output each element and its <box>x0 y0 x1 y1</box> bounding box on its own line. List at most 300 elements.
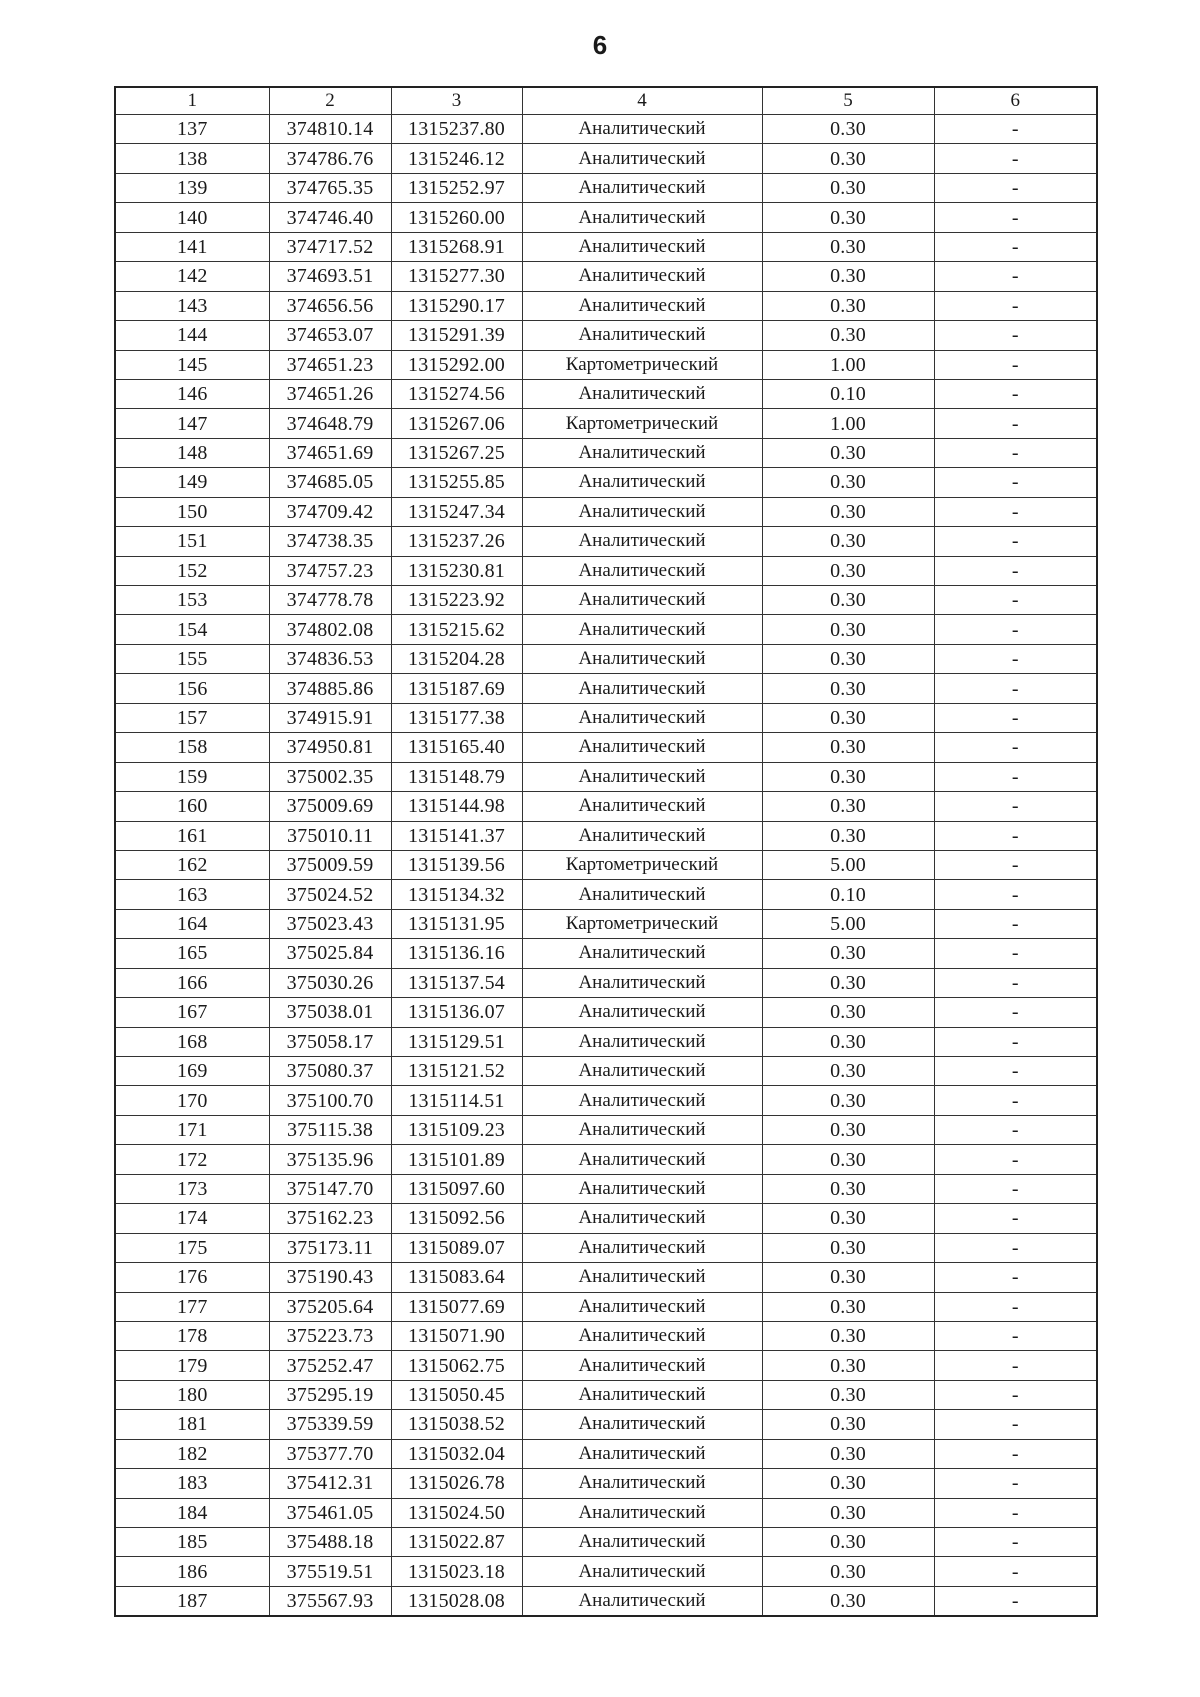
x-coordinate-cell: 375567.93 <box>269 1586 391 1616</box>
x-coordinate-cell: 375488.18 <box>269 1528 391 1557</box>
point-number-cell: 168 <box>115 1027 269 1056</box>
page-number: 6 <box>592 30 608 60</box>
note-cell: - <box>934 909 1097 938</box>
y-coordinate-cell: 1315131.95 <box>391 909 522 938</box>
note-cell: - <box>934 615 1097 644</box>
method-cell: Аналитический <box>522 115 762 144</box>
note-cell: - <box>934 1086 1097 1115</box>
note-cell: - <box>934 792 1097 821</box>
note-cell: - <box>934 350 1097 379</box>
note-cell: - <box>934 644 1097 673</box>
method-cell: Аналитический <box>522 1263 762 1292</box>
accuracy-cell: 0.30 <box>762 1439 934 1468</box>
table-row <box>115 291 1097 320</box>
method-cell: Аналитический <box>522 1557 762 1586</box>
table-row <box>115 968 1097 997</box>
method-cell: Аналитический <box>522 1204 762 1233</box>
table-row <box>115 1469 1097 1498</box>
y-coordinate-cell: 1315177.38 <box>391 703 522 732</box>
x-coordinate-cell: 375010.11 <box>269 821 391 850</box>
point-number-cell: 178 <box>115 1321 269 1350</box>
point-number-cell: 167 <box>115 998 269 1027</box>
point-number-cell: 141 <box>115 232 269 261</box>
y-coordinate-cell: 1315223.92 <box>391 586 522 615</box>
header-cell-col6: 6 <box>934 87 1097 115</box>
y-coordinate-cell: 1315083.64 <box>391 1263 522 1292</box>
accuracy-cell: 0.30 <box>762 1351 934 1380</box>
method-cell: Аналитический <box>522 527 762 556</box>
table-row <box>115 1115 1097 1144</box>
point-number-cell: 159 <box>115 762 269 791</box>
accuracy-cell: 0.30 <box>762 173 934 202</box>
y-coordinate-cell: 1315101.89 <box>391 1145 522 1174</box>
method-cell: Аналитический <box>522 262 762 291</box>
accuracy-cell: 0.30 <box>762 1057 934 1086</box>
table-row <box>115 939 1097 968</box>
point-number-cell: 143 <box>115 291 269 320</box>
table-row <box>115 497 1097 526</box>
x-coordinate-cell: 375190.43 <box>269 1263 391 1292</box>
table-body <box>115 87 1097 1616</box>
y-coordinate-cell: 1315148.79 <box>391 762 522 791</box>
table-row <box>115 1498 1097 1527</box>
note-cell: - <box>934 1380 1097 1409</box>
table-row <box>115 232 1097 261</box>
note-cell: - <box>934 144 1097 173</box>
accuracy-cell: 0.30 <box>762 232 934 261</box>
y-coordinate-cell: 1315247.34 <box>391 497 522 526</box>
note-cell: - <box>934 1057 1097 1086</box>
table-row <box>115 909 1097 938</box>
table-row <box>115 409 1097 438</box>
header-cell-col4: 4 <box>522 87 762 115</box>
method-cell: Аналитический <box>522 1410 762 1439</box>
point-number-cell: 160 <box>115 792 269 821</box>
method-cell: Аналитический <box>522 1115 762 1144</box>
method-cell: Аналитический <box>522 321 762 350</box>
note-cell: - <box>934 850 1097 879</box>
accuracy-cell: 0.30 <box>762 203 934 232</box>
header-cell-col1: 1 <box>115 87 269 115</box>
x-coordinate-cell: 374950.81 <box>269 733 391 762</box>
y-coordinate-cell: 1315291.39 <box>391 321 522 350</box>
point-number-cell: 153 <box>115 586 269 615</box>
method-cell: Аналитический <box>522 586 762 615</box>
y-coordinate-cell: 1315038.52 <box>391 1410 522 1439</box>
table-row <box>115 1351 1097 1380</box>
accuracy-cell: 0.30 <box>762 144 934 173</box>
method-cell: Аналитический <box>522 1027 762 1056</box>
point-number-cell: 165 <box>115 939 269 968</box>
accuracy-cell: 0.30 <box>762 1498 934 1527</box>
point-number-cell: 185 <box>115 1528 269 1557</box>
table-row <box>115 556 1097 585</box>
method-cell: Аналитический <box>522 1321 762 1350</box>
y-coordinate-cell: 1315026.78 <box>391 1469 522 1498</box>
x-coordinate-cell: 375023.43 <box>269 909 391 938</box>
accuracy-cell: 0.30 <box>762 1380 934 1409</box>
point-number-cell: 144 <box>115 321 269 350</box>
x-coordinate-cell: 375100.70 <box>269 1086 391 1115</box>
y-coordinate-cell: 1315260.00 <box>391 203 522 232</box>
method-cell: Аналитический <box>522 998 762 1027</box>
accuracy-cell: 0.30 <box>762 1233 934 1262</box>
table-row <box>115 998 1097 1027</box>
accuracy-cell: 0.30 <box>762 1027 934 1056</box>
y-coordinate-cell: 1315092.56 <box>391 1204 522 1233</box>
accuracy-cell: 0.30 <box>762 939 934 968</box>
x-coordinate-cell: 375024.52 <box>269 880 391 909</box>
method-cell: Аналитический <box>522 674 762 703</box>
header-cell-col3: 3 <box>391 87 522 115</box>
note-cell: - <box>934 1321 1097 1350</box>
note-cell: - <box>934 1410 1097 1439</box>
table-row <box>115 115 1097 144</box>
point-number-cell: 182 <box>115 1439 269 1468</box>
point-number-cell: 169 <box>115 1057 269 1086</box>
table-row <box>115 1557 1097 1586</box>
accuracy-cell: 1.00 <box>762 350 934 379</box>
point-number-cell: 166 <box>115 968 269 997</box>
y-coordinate-cell: 1315237.26 <box>391 527 522 556</box>
note-cell: - <box>934 998 1097 1027</box>
note-cell: - <box>934 674 1097 703</box>
table-row <box>115 321 1097 350</box>
method-cell: Аналитический <box>522 1292 762 1321</box>
table-row <box>115 1145 1097 1174</box>
x-coordinate-cell: 375009.59 <box>269 850 391 879</box>
point-number-cell: 164 <box>115 909 269 938</box>
accuracy-cell: 0.30 <box>762 674 934 703</box>
note-cell: - <box>934 1027 1097 1056</box>
method-cell: Аналитический <box>522 173 762 202</box>
accuracy-cell: 0.30 <box>762 1204 934 1233</box>
point-number-cell: 163 <box>115 880 269 909</box>
note-cell: - <box>934 291 1097 320</box>
accuracy-cell: 0.30 <box>762 527 934 556</box>
accuracy-cell: 0.30 <box>762 615 934 644</box>
note-cell: - <box>934 497 1097 526</box>
point-number-cell: 157 <box>115 703 269 732</box>
accuracy-cell: 0.30 <box>762 586 934 615</box>
point-number-cell: 150 <box>115 497 269 526</box>
note-cell: - <box>934 733 1097 762</box>
point-number-cell: 138 <box>115 144 269 173</box>
method-cell: Аналитический <box>522 703 762 732</box>
method-cell: Аналитический <box>522 1586 762 1616</box>
coordinates-table <box>114 86 1098 1617</box>
table-row <box>115 674 1097 703</box>
table-row <box>115 1586 1097 1616</box>
x-coordinate-cell: 374709.42 <box>269 497 391 526</box>
note-cell: - <box>934 586 1097 615</box>
note-cell: - <box>934 1292 1097 1321</box>
note-cell: - <box>934 762 1097 791</box>
note-cell: - <box>934 1233 1097 1262</box>
x-coordinate-cell: 374836.53 <box>269 644 391 673</box>
point-number-cell: 145 <box>115 350 269 379</box>
y-coordinate-cell: 1315141.37 <box>391 821 522 850</box>
x-coordinate-cell: 374810.14 <box>269 115 391 144</box>
table-row <box>115 379 1097 408</box>
table-row <box>115 1263 1097 1292</box>
y-coordinate-cell: 1315165.40 <box>391 733 522 762</box>
point-number-cell: 146 <box>115 379 269 408</box>
method-cell: Картометрический <box>522 350 762 379</box>
table-row <box>115 1528 1097 1557</box>
x-coordinate-cell: 375002.35 <box>269 762 391 791</box>
table-row <box>115 880 1097 909</box>
y-coordinate-cell: 1315230.81 <box>391 556 522 585</box>
table-row <box>115 1439 1097 1468</box>
x-coordinate-cell: 375009.69 <box>269 792 391 821</box>
table-row <box>115 586 1097 615</box>
method-cell: Аналитический <box>522 291 762 320</box>
x-coordinate-cell: 375223.73 <box>269 1321 391 1350</box>
header-cell-col2: 2 <box>269 87 391 115</box>
accuracy-cell: 0.10 <box>762 379 934 408</box>
header-cell-col5: 5 <box>762 87 934 115</box>
point-number-cell: 151 <box>115 527 269 556</box>
y-coordinate-cell: 1315292.00 <box>391 350 522 379</box>
point-number-cell: 173 <box>115 1174 269 1203</box>
accuracy-cell: 5.00 <box>762 850 934 879</box>
accuracy-cell: 0.30 <box>762 1469 934 1498</box>
x-coordinate-cell: 375377.70 <box>269 1439 391 1468</box>
x-coordinate-cell: 375135.96 <box>269 1145 391 1174</box>
table-row <box>115 1057 1097 1086</box>
table-row <box>115 1174 1097 1203</box>
method-cell: Аналитический <box>522 468 762 497</box>
y-coordinate-cell: 1315024.50 <box>391 1498 522 1527</box>
note-cell: - <box>934 556 1097 585</box>
x-coordinate-cell: 374802.08 <box>269 615 391 644</box>
table-row <box>115 527 1097 556</box>
y-coordinate-cell: 1315121.52 <box>391 1057 522 1086</box>
table-row <box>115 350 1097 379</box>
point-number-cell: 184 <box>115 1498 269 1527</box>
method-cell: Аналитический <box>522 1528 762 1557</box>
x-coordinate-cell: 374746.40 <box>269 203 391 232</box>
method-cell: Аналитический <box>522 615 762 644</box>
y-coordinate-cell: 1315237.80 <box>391 115 522 144</box>
point-number-cell: 183 <box>115 1469 269 1498</box>
method-cell: Аналитический <box>522 1233 762 1262</box>
point-number-cell: 171 <box>115 1115 269 1144</box>
table-row <box>115 262 1097 291</box>
point-number-cell: 187 <box>115 1586 269 1616</box>
method-cell: Картометрический <box>522 409 762 438</box>
method-cell: Картометрический <box>522 909 762 938</box>
method-cell: Аналитический <box>522 762 762 791</box>
accuracy-cell: 0.30 <box>762 115 934 144</box>
method-cell: Аналитический <box>522 821 762 850</box>
y-coordinate-cell: 1315204.28 <box>391 644 522 673</box>
point-number-cell: 186 <box>115 1557 269 1586</box>
y-coordinate-cell: 1315144.98 <box>391 792 522 821</box>
method-cell: Аналитический <box>522 968 762 997</box>
x-coordinate-cell: 374738.35 <box>269 527 391 556</box>
accuracy-cell: 0.30 <box>762 1528 934 1557</box>
note-cell: - <box>934 880 1097 909</box>
method-cell: Аналитический <box>522 556 762 585</box>
point-number-cell: 180 <box>115 1380 269 1409</box>
note-cell: - <box>934 1528 1097 1557</box>
note-cell: - <box>934 527 1097 556</box>
y-coordinate-cell: 1315114.51 <box>391 1086 522 1115</box>
note-cell: - <box>934 1469 1097 1498</box>
table-row <box>115 1380 1097 1409</box>
method-cell: Аналитический <box>522 379 762 408</box>
note-cell: - <box>934 1498 1097 1527</box>
table-row <box>115 1027 1097 1056</box>
x-coordinate-cell: 374651.26 <box>269 379 391 408</box>
x-coordinate-cell: 375147.70 <box>269 1174 391 1203</box>
method-cell: Аналитический <box>522 880 762 909</box>
method-cell: Аналитический <box>522 1174 762 1203</box>
accuracy-cell: 5.00 <box>762 909 934 938</box>
x-coordinate-cell: 375412.31 <box>269 1469 391 1498</box>
table-row <box>115 733 1097 762</box>
x-coordinate-cell: 374693.51 <box>269 262 391 291</box>
y-coordinate-cell: 1315215.62 <box>391 615 522 644</box>
y-coordinate-cell: 1315137.54 <box>391 968 522 997</box>
y-coordinate-cell: 1315246.12 <box>391 144 522 173</box>
note-cell: - <box>934 1115 1097 1144</box>
method-cell: Аналитический <box>522 733 762 762</box>
y-coordinate-cell: 1315089.07 <box>391 1233 522 1262</box>
x-coordinate-cell: 374786.76 <box>269 144 391 173</box>
method-cell: Аналитический <box>522 497 762 526</box>
y-coordinate-cell: 1315268.91 <box>391 232 522 261</box>
method-cell: Аналитический <box>522 1439 762 1468</box>
accuracy-cell: 0.30 <box>762 1292 934 1321</box>
table-row <box>115 821 1097 850</box>
accuracy-cell: 0.30 <box>762 1321 934 1350</box>
note-cell: - <box>934 1557 1097 1586</box>
note-cell: - <box>934 409 1097 438</box>
method-cell: Аналитический <box>522 1498 762 1527</box>
method-cell: Аналитический <box>522 1469 762 1498</box>
y-coordinate-cell: 1315134.32 <box>391 880 522 909</box>
accuracy-cell: 0.30 <box>762 821 934 850</box>
x-coordinate-cell: 374656.56 <box>269 291 391 320</box>
accuracy-cell: 0.30 <box>762 291 934 320</box>
note-cell: - <box>934 1439 1097 1468</box>
y-coordinate-cell: 1315187.69 <box>391 674 522 703</box>
accuracy-cell: 0.30 <box>762 497 934 526</box>
x-coordinate-cell: 374651.23 <box>269 350 391 379</box>
accuracy-cell: 0.30 <box>762 438 934 467</box>
y-coordinate-cell: 1315267.06 <box>391 409 522 438</box>
y-coordinate-cell: 1315274.56 <box>391 379 522 408</box>
point-number-cell: 162 <box>115 850 269 879</box>
point-number-cell: 142 <box>115 262 269 291</box>
accuracy-cell: 0.30 <box>762 998 934 1027</box>
y-coordinate-cell: 1315071.90 <box>391 1321 522 1350</box>
x-coordinate-cell: 375339.59 <box>269 1410 391 1439</box>
note-cell: - <box>934 1351 1097 1380</box>
x-coordinate-cell: 374648.79 <box>269 409 391 438</box>
accuracy-cell: 0.30 <box>762 1115 934 1144</box>
x-coordinate-cell: 374915.91 <box>269 703 391 732</box>
y-coordinate-cell: 1315028.08 <box>391 1586 522 1616</box>
accuracy-cell: 0.30 <box>762 1410 934 1439</box>
accuracy-cell: 0.30 <box>762 556 934 585</box>
table-row <box>115 1321 1097 1350</box>
point-number-cell: 147 <box>115 409 269 438</box>
table-row <box>115 438 1097 467</box>
table-row <box>115 468 1097 497</box>
y-coordinate-cell: 1315129.51 <box>391 1027 522 1056</box>
y-coordinate-cell: 1315277.30 <box>391 262 522 291</box>
x-coordinate-cell: 375115.38 <box>269 1115 391 1144</box>
point-number-cell: 156 <box>115 674 269 703</box>
point-number-cell: 179 <box>115 1351 269 1380</box>
point-number-cell: 176 <box>115 1263 269 1292</box>
y-coordinate-cell: 1315062.75 <box>391 1351 522 1380</box>
note-cell: - <box>934 1174 1097 1203</box>
accuracy-cell: 0.30 <box>762 1263 934 1292</box>
method-cell: Аналитический <box>522 232 762 261</box>
note-cell: - <box>934 115 1097 144</box>
table-row <box>115 1410 1097 1439</box>
accuracy-cell: 0.30 <box>762 1557 934 1586</box>
note-cell: - <box>934 1145 1097 1174</box>
note-cell: - <box>934 438 1097 467</box>
point-number-cell: 154 <box>115 615 269 644</box>
note-cell: - <box>934 703 1097 732</box>
point-number-cell: 152 <box>115 556 269 585</box>
note-cell: - <box>934 379 1097 408</box>
accuracy-cell: 0.30 <box>762 1174 934 1203</box>
point-number-cell: 137 <box>115 115 269 144</box>
table-row <box>115 762 1097 791</box>
accuracy-cell: 0.30 <box>762 468 934 497</box>
accuracy-cell: 0.30 <box>762 1145 934 1174</box>
note-cell: - <box>934 1586 1097 1616</box>
x-coordinate-cell: 375080.37 <box>269 1057 391 1086</box>
x-coordinate-cell: 375461.05 <box>269 1498 391 1527</box>
accuracy-cell: 1.00 <box>762 409 934 438</box>
point-number-cell: 139 <box>115 173 269 202</box>
x-coordinate-cell: 375295.19 <box>269 1380 391 1409</box>
table-row <box>115 850 1097 879</box>
y-coordinate-cell: 1315109.23 <box>391 1115 522 1144</box>
note-cell: - <box>934 939 1097 968</box>
note-cell: - <box>934 468 1097 497</box>
accuracy-cell: 0.30 <box>762 762 934 791</box>
y-coordinate-cell: 1315252.97 <box>391 173 522 202</box>
method-cell: Аналитический <box>522 203 762 232</box>
note-cell: - <box>934 232 1097 261</box>
point-number-cell: 177 <box>115 1292 269 1321</box>
y-coordinate-cell: 1315136.16 <box>391 939 522 968</box>
x-coordinate-cell: 375162.23 <box>269 1204 391 1233</box>
accuracy-cell: 0.30 <box>762 968 934 997</box>
note-cell: - <box>934 173 1097 202</box>
y-coordinate-cell: 1315290.17 <box>391 291 522 320</box>
note-cell: - <box>934 821 1097 850</box>
x-coordinate-cell: 374651.69 <box>269 438 391 467</box>
x-coordinate-cell: 374778.78 <box>269 586 391 615</box>
x-coordinate-cell: 375025.84 <box>269 939 391 968</box>
x-coordinate-cell: 374765.35 <box>269 173 391 202</box>
accuracy-cell: 0.30 <box>762 1086 934 1115</box>
table-row <box>115 792 1097 821</box>
table-row <box>115 1204 1097 1233</box>
x-coordinate-cell: 375030.26 <box>269 968 391 997</box>
